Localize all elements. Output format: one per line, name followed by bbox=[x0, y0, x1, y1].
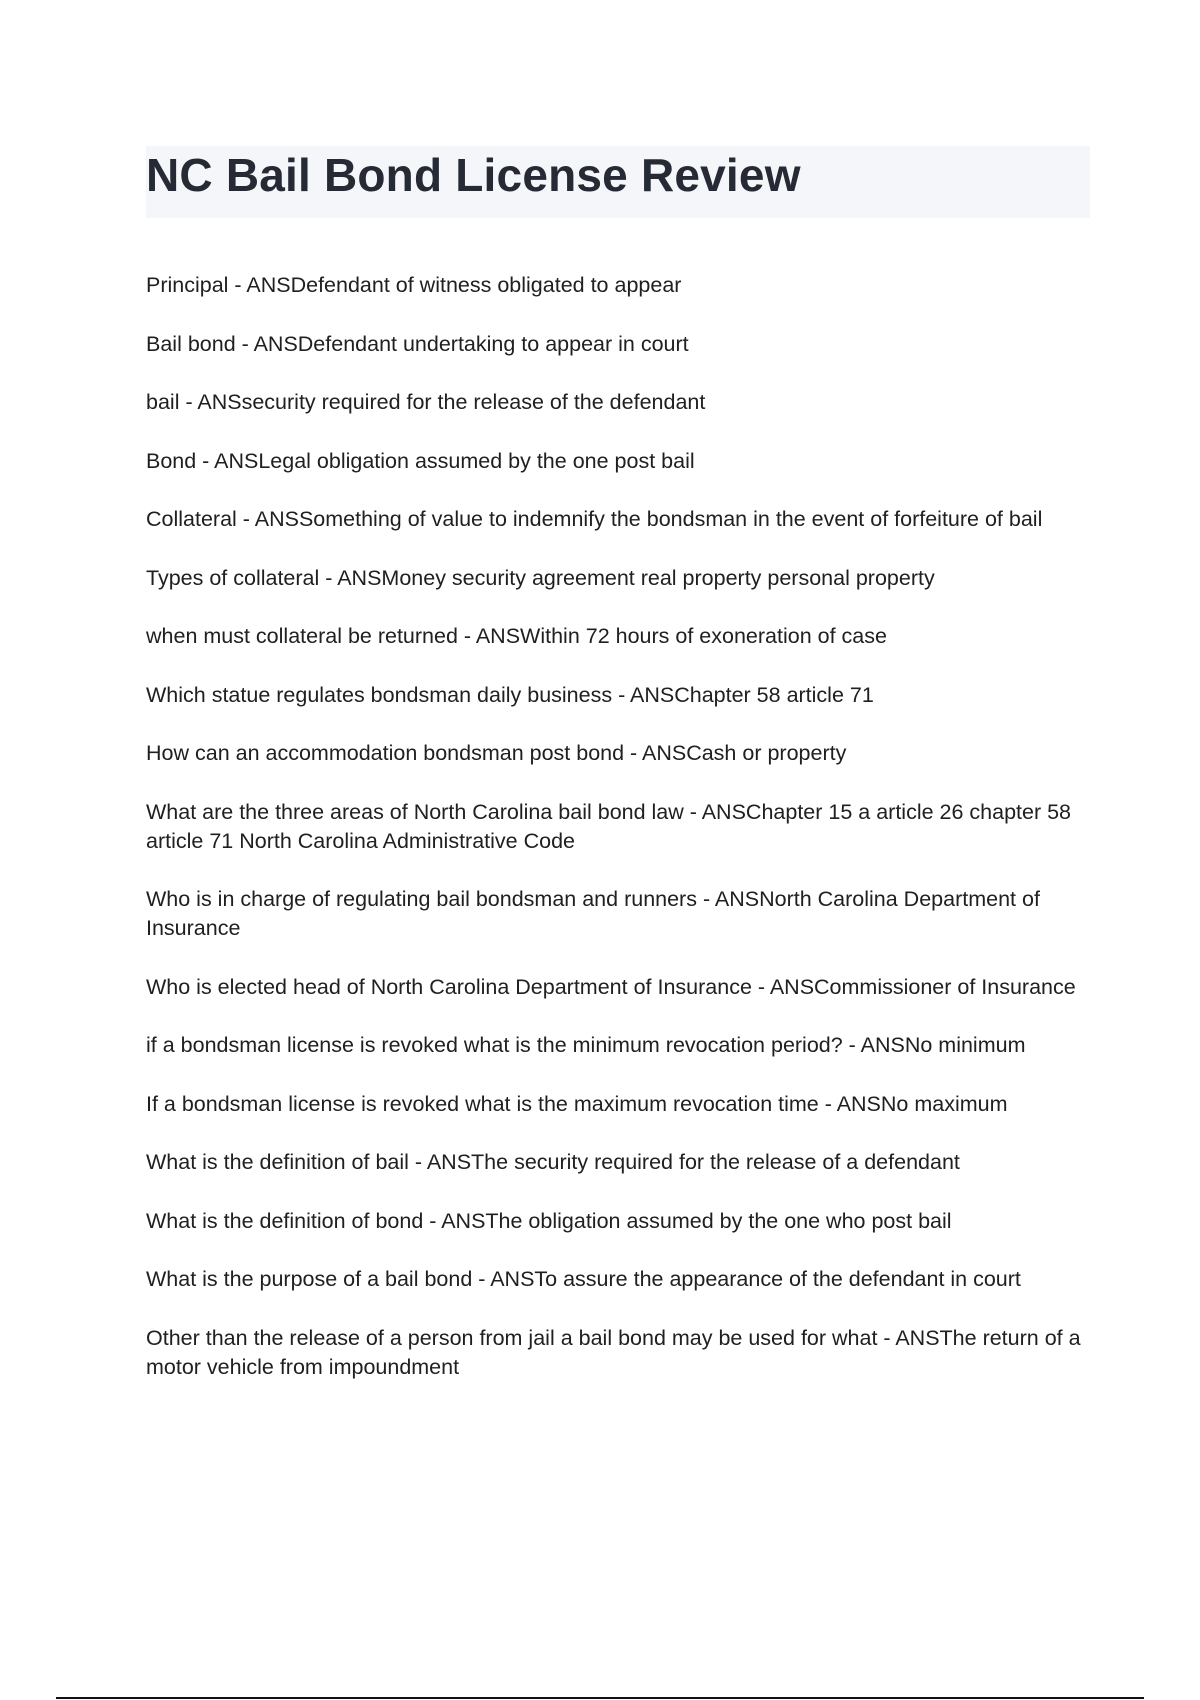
qa-item: Other than the release of a person from jail a bail bond may be used for what - ANSThe return of a motor vehicle from impoundment bbox=[146, 1325, 1081, 1379]
qa-item: What is the purpose of a bail bond - ANSTo assure the appearance of the defendant in court bbox=[146, 1267, 1021, 1291]
qa-item: What is the definition of bond - ANSThe obligation assumed by the one who post bail bbox=[146, 1208, 952, 1233]
qa-item: Types of collateral - ANSMoney security agreement real property personal property bbox=[146, 565, 935, 590]
qa-item: Who is in charge of regulating bail bondsman and runners - ANSNorth Carolina Department of Insurance bbox=[146, 887, 1040, 940]
qa-item: Collateral - ANSSomething of value to indemnify the bondsman in the event of forfeiture of bail bbox=[146, 507, 1043, 531]
qa-item: Who is elected head of North Carolina Department of Insurance - ANSCommissioner of Insurance bbox=[146, 974, 1076, 999]
footer-divider bbox=[56, 1697, 1144, 1699]
qa-item: What are the three areas of North Carolina bail bond law - ANSChapter 15 a article 26 chapter 58 article 71 North Carolina Administrative Code bbox=[146, 799, 1072, 853]
qa-item: bail - ANSsecurity required for the release of the defendant bbox=[146, 390, 706, 414]
qa-list bbox=[146, 271, 1086, 1411]
qa-item: Bail bond - ANSDefendant undertaking to appear in court bbox=[146, 331, 689, 356]
qa-item: when must collateral be returned - ANSWithin 72 hours of exoneration of case bbox=[146, 624, 887, 648]
qa-item: How can an accommodation bondsman post bond - ANSCash or property bbox=[146, 741, 847, 765]
qa-item: if a bondsman license is revoked what is the minimum revocation period? - ANSNo minimum bbox=[146, 1033, 1026, 1057]
qa-item: What is the definition of bail - ANSThe security required for the release of a defendant bbox=[146, 1150, 960, 1174]
page-title: NC Bail Bond License Review bbox=[146, 149, 801, 201]
qa-item: Principal - ANSDefendant of witness obligated to appear bbox=[146, 273, 682, 297]
qa-item: Bond - ANSLegal obligation assumed by the one post bail bbox=[146, 448, 695, 473]
qa-item: If a bondsman license is revoked what is the maximum revocation time - ANSNo maximum bbox=[146, 1091, 1008, 1116]
qa-item: Which statue regulates bondsman daily business - ANSChapter 58 article 71 bbox=[146, 682, 874, 707]
